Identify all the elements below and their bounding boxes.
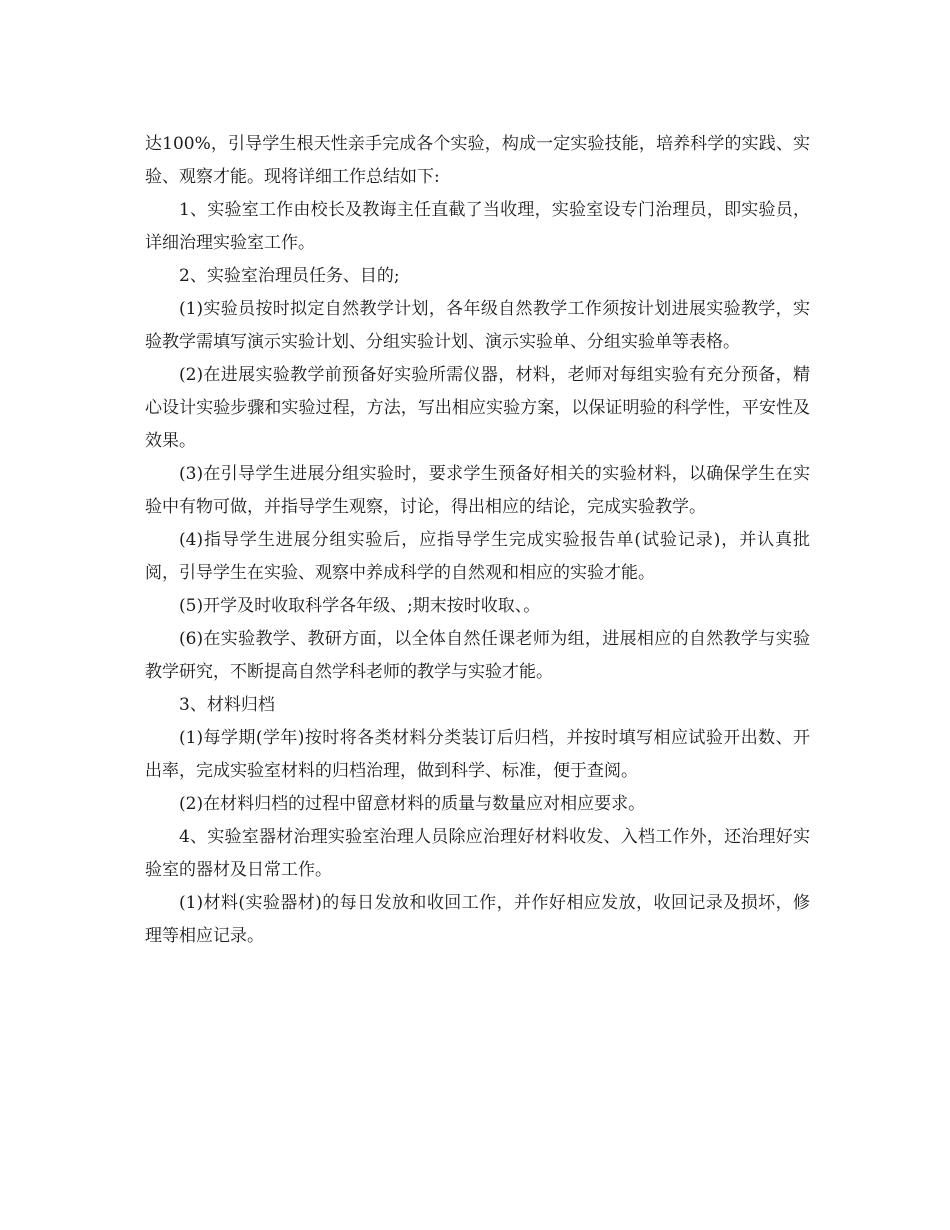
paragraph-5: (2)在进展实验教学前预备好实验所需仪器，材料，老师对每组实验有充分预备，精心设计实验步骤和实验过程，方法，写出相应实验方案，以保证明验的科学性，平安性及效果。 xyxy=(145,365,810,451)
paragraph-9: (6)在实验教学、教研方面，以全体自然任课老师为组，进展相应的自然教学与实验教学研究，不断提高自然学科老师的教学与实验才能。 xyxy=(145,629,810,682)
paragraph-2: 1、实验室工作由校长及教诲主任直截了当收理，实验室设专门治理员，即实验员，详细治理实验室工作。 xyxy=(145,200,810,253)
document-body xyxy=(145,128,810,953)
paragraph-3: 2、实验室治理员任务、目的; xyxy=(179,266,400,286)
paragraph-6: (3)在引导学生进展分组实验时，要求学生预备好相关的实验材料，以确保学生在实验中有物可做，并指导学生观察，讨论，得出相应的结论，完成实验教学。 xyxy=(145,464,810,517)
paragraph-12: (2)在材料归档的过程中留意材料的质量与数量应对相应要求。 xyxy=(179,794,646,814)
paragraph-10: 3、材料归档 xyxy=(179,695,275,715)
paragraph-4: (1)实验员按时拟定自然教学计划，各年级自然教学工作须按计划进展实验教学，实验教学需填写演示实验计划、分组实验计划、演示实验单、分组实验单等表格。 xyxy=(145,299,810,352)
paragraph-7: (4)指导学生进展分组实验后，应指导学生完成实验报告单(试验记录)，并认真批阅，引导学生在实验、观察中养成科学的自然观和相应的实验才能。 xyxy=(145,530,810,583)
paragraph-13: 4、实验室器材治理实验室治理人员除应治理好材料收发、入档工作外，还治理好实验室的器材及日常工作。 xyxy=(145,827,810,880)
paragraph-1: 达100%，引导学生根天性亲手完成各个实验，构成一定实验技能，培养科学的实践、实验、观察才能。现将详细工作总结如下: xyxy=(145,134,810,187)
paragraph-14: (1)材料(实验器材)的每日发放和收回工作，并作好相应发放，收回记录及损坏，修理等相应记录。 xyxy=(145,893,810,946)
paragraph-8: (5)开学及时收取科学各年级、;期末按时收取、。 xyxy=(179,596,541,616)
paragraph-11: (1)每学期(学年)按时将各类材料分类装订后归档，并按时填写相应试验开出数、开出率，完成实验室材料的归档治理，做到科学、标准，便于查阅。 xyxy=(145,728,810,781)
